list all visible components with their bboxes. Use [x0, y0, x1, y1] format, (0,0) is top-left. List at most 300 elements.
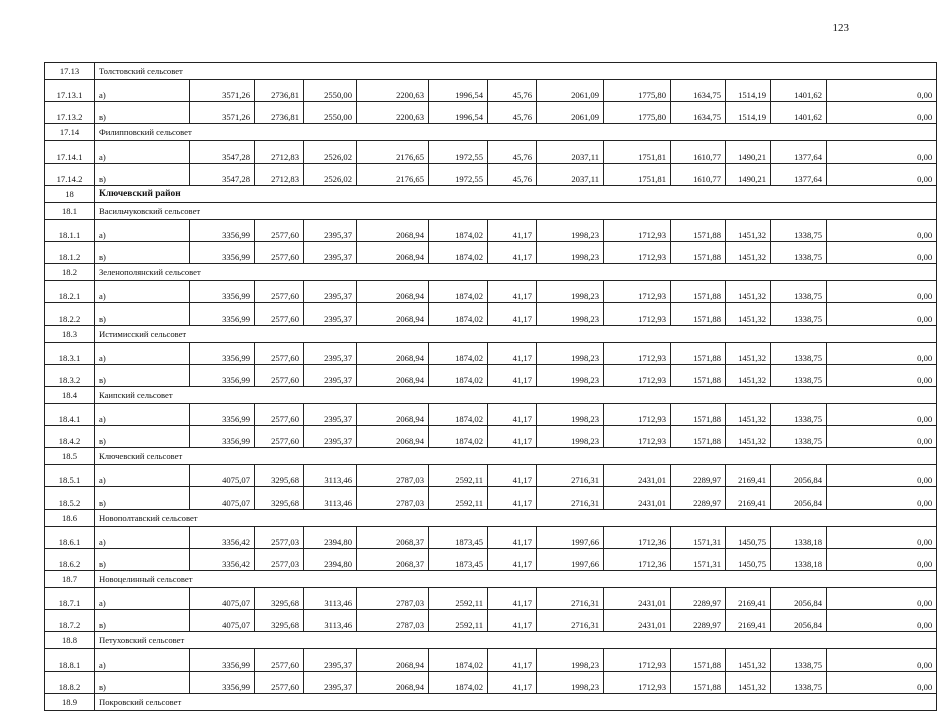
section-row — [45, 448, 937, 465]
value-cell: 4075,07 — [190, 588, 255, 610]
row-label: в) — [95, 163, 190, 185]
value-cell: 0,00 — [827, 526, 937, 548]
value-cell: 1751,81 — [604, 141, 671, 163]
value-cell: 1712,93 — [604, 303, 671, 325]
value-cell: 45,76 — [488, 102, 537, 124]
value-cell: 41,17 — [488, 671, 537, 693]
table-row — [45, 364, 937, 386]
value-cell: 1571,88 — [671, 241, 726, 263]
value-cell: 1571,88 — [671, 649, 726, 671]
value-cell: 2068,94 — [357, 303, 429, 325]
value-cell: 2577,60 — [255, 671, 304, 693]
row-code: 17.13.1 — [45, 80, 95, 102]
value-cell: 1338,75 — [771, 426, 827, 448]
value-cell: 2056,84 — [771, 610, 827, 632]
row-label: в) — [95, 610, 190, 632]
row-label: в) — [95, 671, 190, 693]
table-row — [45, 219, 937, 241]
row-code: 18.8 — [45, 632, 95, 649]
value-cell: 2395,37 — [304, 303, 357, 325]
value-cell: 2289,97 — [671, 487, 726, 509]
value-cell: 41,17 — [488, 487, 537, 509]
value-cell: 1514,19 — [726, 102, 771, 124]
value-cell: 3356,42 — [190, 526, 255, 548]
row-label: а) — [95, 403, 190, 425]
value-cell: 3571,26 — [190, 102, 255, 124]
value-cell: 1338,75 — [771, 241, 827, 263]
value-cell: 2200,63 — [357, 102, 429, 124]
value-cell: 1451,32 — [726, 303, 771, 325]
table-row — [45, 671, 937, 693]
value-cell: 45,76 — [488, 80, 537, 102]
value-cell: 41,17 — [488, 588, 537, 610]
value-cell: 2592,11 — [429, 465, 488, 487]
row-code: 18.6 — [45, 509, 95, 526]
row-label: а) — [95, 465, 190, 487]
value-cell: 2431,01 — [604, 465, 671, 487]
section-name: Ключевский сельсовет — [95, 448, 937, 465]
value-cell: 1998,23 — [537, 426, 604, 448]
table-row — [45, 526, 937, 548]
value-cell: 1610,77 — [671, 141, 726, 163]
value-cell: 41,17 — [488, 526, 537, 548]
section-name: Васильчуковский сельсовет — [95, 202, 937, 219]
value-cell: 1401,62 — [771, 80, 827, 102]
value-cell: 3295,68 — [255, 610, 304, 632]
value-cell: 2056,84 — [771, 487, 827, 509]
value-cell: 1874,02 — [429, 426, 488, 448]
value-cell: 2176,65 — [357, 163, 429, 185]
table-row — [45, 465, 937, 487]
value-cell: 1338,75 — [771, 649, 827, 671]
section-name: Покровский сельсовет — [95, 693, 937, 710]
section-row — [45, 264, 937, 281]
value-cell: 0,00 — [827, 588, 937, 610]
row-label: в) — [95, 241, 190, 263]
row-code: 17.13.2 — [45, 102, 95, 124]
section-row — [45, 632, 937, 649]
row-code: 18.7.2 — [45, 610, 95, 632]
value-cell: 1451,32 — [726, 403, 771, 425]
value-cell: 0,00 — [827, 671, 937, 693]
row-code: 17.13 — [45, 63, 95, 80]
value-cell: 1490,21 — [726, 163, 771, 185]
value-cell: 3113,46 — [304, 610, 357, 632]
value-cell: 41,17 — [488, 342, 537, 364]
value-cell: 1451,32 — [726, 219, 771, 241]
value-cell: 0,00 — [827, 80, 937, 102]
value-cell: 1571,88 — [671, 364, 726, 386]
row-code: 18.9 — [45, 693, 95, 710]
value-cell: 2068,94 — [357, 219, 429, 241]
value-cell: 2394,80 — [304, 548, 357, 570]
value-cell: 2395,37 — [304, 426, 357, 448]
row-code: 18.4 — [45, 386, 95, 403]
value-cell: 0,00 — [827, 303, 937, 325]
value-cell: 2395,37 — [304, 281, 357, 303]
value-cell: 3356,99 — [190, 649, 255, 671]
value-cell: 1873,45 — [429, 526, 488, 548]
value-cell: 2577,60 — [255, 303, 304, 325]
value-cell: 1571,88 — [671, 403, 726, 425]
value-cell: 1996,54 — [429, 80, 488, 102]
value-cell: 1998,23 — [537, 403, 604, 425]
value-cell: 1377,64 — [771, 141, 827, 163]
value-cell: 2289,97 — [671, 588, 726, 610]
value-cell: 2056,84 — [771, 588, 827, 610]
value-cell: 1712,93 — [604, 342, 671, 364]
value-cell: 4075,07 — [190, 465, 255, 487]
value-cell: 2395,37 — [304, 241, 357, 263]
value-cell: 2169,41 — [726, 465, 771, 487]
row-code: 18.7 — [45, 571, 95, 588]
value-cell: 0,00 — [827, 102, 937, 124]
value-cell: 1874,02 — [429, 671, 488, 693]
table-row — [45, 241, 937, 263]
value-cell: 41,17 — [488, 465, 537, 487]
value-cell: 1338,75 — [771, 303, 827, 325]
section-row — [45, 63, 937, 80]
value-cell: 1451,32 — [726, 649, 771, 671]
value-cell: 1377,64 — [771, 163, 827, 185]
value-cell: 2736,81 — [255, 80, 304, 102]
value-cell: 1571,88 — [671, 281, 726, 303]
value-cell: 2577,60 — [255, 364, 304, 386]
section-row — [45, 693, 937, 710]
value-cell: 41,17 — [488, 610, 537, 632]
row-code: 18.5.2 — [45, 487, 95, 509]
row-code: 18.2.2 — [45, 303, 95, 325]
value-cell: 2431,01 — [604, 588, 671, 610]
value-cell: 41,17 — [488, 219, 537, 241]
value-cell: 1997,66 — [537, 526, 604, 548]
value-cell: 1712,93 — [604, 426, 671, 448]
section-name: Толстовский сельсовет — [95, 63, 937, 80]
value-cell: 4075,07 — [190, 487, 255, 509]
value-cell: 2068,94 — [357, 426, 429, 448]
value-cell: 1338,75 — [771, 219, 827, 241]
section-name: Петуховский сельсовет — [95, 632, 937, 649]
value-cell: 1972,55 — [429, 163, 488, 185]
value-cell: 2550,00 — [304, 102, 357, 124]
value-cell: 3295,68 — [255, 588, 304, 610]
row-code: 18.5.1 — [45, 465, 95, 487]
row-label: а) — [95, 342, 190, 364]
value-cell: 2068,94 — [357, 241, 429, 263]
value-cell: 0,00 — [827, 649, 937, 671]
value-cell: 2577,60 — [255, 241, 304, 263]
value-cell: 0,00 — [827, 163, 937, 185]
table-row — [45, 163, 937, 185]
value-cell: 1996,54 — [429, 102, 488, 124]
value-cell: 1712,36 — [604, 526, 671, 548]
row-code: 17.14.2 — [45, 163, 95, 185]
value-cell: 2736,81 — [255, 102, 304, 124]
value-cell: 45,76 — [488, 163, 537, 185]
table-row — [45, 649, 937, 671]
value-cell: 2068,94 — [357, 364, 429, 386]
value-cell: 41,17 — [488, 364, 537, 386]
value-cell: 41,17 — [488, 649, 537, 671]
value-cell: 2577,60 — [255, 342, 304, 364]
value-cell: 1775,80 — [604, 102, 671, 124]
value-cell: 2395,37 — [304, 219, 357, 241]
section-row — [45, 325, 937, 342]
value-cell: 0,00 — [827, 141, 937, 163]
value-cell: 1571,88 — [671, 342, 726, 364]
value-cell: 1571,88 — [671, 426, 726, 448]
value-cell: 2716,31 — [537, 487, 604, 509]
value-cell: 1338,75 — [771, 281, 827, 303]
value-cell: 1338,75 — [771, 671, 827, 693]
value-cell: 2592,11 — [429, 610, 488, 632]
value-cell: 1874,02 — [429, 281, 488, 303]
value-cell: 2200,63 — [357, 80, 429, 102]
row-code: 17.14.1 — [45, 141, 95, 163]
table-body — [45, 63, 937, 711]
table-row — [45, 426, 937, 448]
value-cell: 1712,93 — [604, 281, 671, 303]
row-code: 18.4.2 — [45, 426, 95, 448]
value-cell: 2169,41 — [726, 588, 771, 610]
region-name: Ключевский район — [95, 185, 937, 202]
value-cell: 2068,37 — [357, 548, 429, 570]
value-cell: 2526,02 — [304, 163, 357, 185]
table-row — [45, 102, 937, 124]
value-cell: 1998,23 — [537, 303, 604, 325]
value-cell: 2395,37 — [304, 342, 357, 364]
row-code: 18.4.1 — [45, 403, 95, 425]
row-label: а) — [95, 141, 190, 163]
row-label: а) — [95, 281, 190, 303]
value-cell: 1338,75 — [771, 403, 827, 425]
row-label: а) — [95, 588, 190, 610]
section-name: Каипский сельсовет — [95, 386, 937, 403]
value-cell: 2431,01 — [604, 610, 671, 632]
value-cell: 1338,18 — [771, 548, 827, 570]
value-cell: 3356,99 — [190, 303, 255, 325]
row-label: в) — [95, 548, 190, 570]
value-cell: 2577,03 — [255, 526, 304, 548]
value-cell: 3356,99 — [190, 241, 255, 263]
row-label: в) — [95, 102, 190, 124]
value-cell: 2577,60 — [255, 649, 304, 671]
value-cell: 2068,94 — [357, 403, 429, 425]
value-cell: 2787,03 — [357, 588, 429, 610]
row-label: а) — [95, 219, 190, 241]
value-cell: 0,00 — [827, 364, 937, 386]
value-cell: 1751,81 — [604, 163, 671, 185]
value-cell: 1874,02 — [429, 649, 488, 671]
value-cell: 2716,31 — [537, 465, 604, 487]
value-cell: 1451,32 — [726, 426, 771, 448]
value-cell: 1571,88 — [671, 219, 726, 241]
row-label: в) — [95, 364, 190, 386]
row-code: 18.8.1 — [45, 649, 95, 671]
value-cell: 1634,75 — [671, 102, 726, 124]
table-row — [45, 403, 937, 425]
value-cell: 1874,02 — [429, 241, 488, 263]
value-cell: 1571,31 — [671, 548, 726, 570]
value-cell: 41,17 — [488, 241, 537, 263]
value-cell: 2712,83 — [255, 163, 304, 185]
value-cell: 0,00 — [827, 548, 937, 570]
table-row — [45, 588, 937, 610]
value-cell: 2577,60 — [255, 281, 304, 303]
table-row — [45, 610, 937, 632]
value-cell: 3547,28 — [190, 163, 255, 185]
value-cell: 2787,03 — [357, 610, 429, 632]
row-code: 18.1.2 — [45, 241, 95, 263]
value-cell: 1451,32 — [726, 671, 771, 693]
value-cell: 41,17 — [488, 548, 537, 570]
value-cell: 1874,02 — [429, 403, 488, 425]
row-code: 17.14 — [45, 124, 95, 141]
value-cell: 2592,11 — [429, 487, 488, 509]
value-cell: 1338,75 — [771, 342, 827, 364]
value-cell: 3356,99 — [190, 219, 255, 241]
value-cell: 0,00 — [827, 403, 937, 425]
value-cell: 2577,60 — [255, 403, 304, 425]
value-cell: 0,00 — [827, 219, 937, 241]
section-name: Зеленополянский сельсовет — [95, 264, 937, 281]
value-cell: 1571,88 — [671, 303, 726, 325]
section-row — [45, 386, 937, 403]
section-row — [45, 509, 937, 526]
tariff-table — [44, 62, 937, 711]
row-code: 18.7.1 — [45, 588, 95, 610]
value-cell: 1401,62 — [771, 102, 827, 124]
value-cell: 1451,32 — [726, 342, 771, 364]
value-cell: 2431,01 — [604, 487, 671, 509]
value-cell: 0,00 — [827, 426, 937, 448]
row-label: в) — [95, 303, 190, 325]
value-cell: 41,17 — [488, 281, 537, 303]
value-cell: 1712,93 — [604, 649, 671, 671]
value-cell: 2592,11 — [429, 588, 488, 610]
row-code: 18 — [45, 185, 95, 202]
value-cell: 2068,94 — [357, 649, 429, 671]
value-cell: 2526,02 — [304, 141, 357, 163]
region-row — [45, 185, 937, 202]
value-cell: 3356,99 — [190, 426, 255, 448]
value-cell: 2289,97 — [671, 465, 726, 487]
row-code: 18.8.2 — [45, 671, 95, 693]
value-cell: 3547,28 — [190, 141, 255, 163]
value-cell: 1998,23 — [537, 219, 604, 241]
value-cell: 1712,93 — [604, 364, 671, 386]
section-name: Новоцелинный сельсовет — [95, 571, 937, 588]
value-cell: 1451,32 — [726, 241, 771, 263]
row-code: 18.6.2 — [45, 548, 95, 570]
row-code: 18.5 — [45, 448, 95, 465]
value-cell: 1712,93 — [604, 403, 671, 425]
value-cell: 1634,75 — [671, 80, 726, 102]
value-cell: 1571,31 — [671, 526, 726, 548]
table-row — [45, 281, 937, 303]
row-label: в) — [95, 426, 190, 448]
value-cell: 0,00 — [827, 610, 937, 632]
value-cell: 1998,23 — [537, 241, 604, 263]
value-cell: 1775,80 — [604, 80, 671, 102]
value-cell: 3571,26 — [190, 80, 255, 102]
value-cell: 2716,31 — [537, 588, 604, 610]
value-cell: 2787,03 — [357, 465, 429, 487]
row-label: а) — [95, 526, 190, 548]
value-cell: 0,00 — [827, 241, 937, 263]
value-cell: 0,00 — [827, 465, 937, 487]
value-cell: 2037,11 — [537, 163, 604, 185]
value-cell: 2068,94 — [357, 342, 429, 364]
row-label: а) — [95, 80, 190, 102]
value-cell: 0,00 — [827, 342, 937, 364]
value-cell: 2577,60 — [255, 426, 304, 448]
value-cell: 1998,23 — [537, 671, 604, 693]
value-cell: 1998,23 — [537, 364, 604, 386]
row-code: 18.6.1 — [45, 526, 95, 548]
value-cell: 3113,46 — [304, 465, 357, 487]
value-cell: 2716,31 — [537, 610, 604, 632]
section-row — [45, 202, 937, 219]
table-row — [45, 342, 937, 364]
section-name: Филипповский сельсовет — [95, 124, 937, 141]
value-cell: 1874,02 — [429, 342, 488, 364]
value-cell: 4075,07 — [190, 610, 255, 632]
value-cell: 3356,99 — [190, 342, 255, 364]
value-cell: 2176,65 — [357, 141, 429, 163]
value-cell: 2395,37 — [304, 649, 357, 671]
section-row — [45, 571, 937, 588]
section-name: Истимисский сельсовет — [95, 325, 937, 342]
value-cell: 2577,60 — [255, 219, 304, 241]
value-cell: 2787,03 — [357, 487, 429, 509]
row-code: 18.3.2 — [45, 364, 95, 386]
value-cell: 3356,42 — [190, 548, 255, 570]
value-cell: 3356,99 — [190, 281, 255, 303]
value-cell: 1571,88 — [671, 671, 726, 693]
row-code: 18.3 — [45, 325, 95, 342]
table-row — [45, 141, 937, 163]
value-cell: 2068,94 — [357, 671, 429, 693]
row-label: в) — [95, 487, 190, 509]
value-cell: 3113,46 — [304, 588, 357, 610]
row-label: а) — [95, 649, 190, 671]
value-cell: 3295,68 — [255, 465, 304, 487]
value-cell: 1874,02 — [429, 303, 488, 325]
value-cell: 2056,84 — [771, 465, 827, 487]
value-cell: 2395,37 — [304, 671, 357, 693]
value-cell: 2550,00 — [304, 80, 357, 102]
table-row — [45, 80, 937, 102]
value-cell: 1712,93 — [604, 671, 671, 693]
value-cell: 1490,21 — [726, 141, 771, 163]
value-cell: 41,17 — [488, 303, 537, 325]
value-cell: 1998,23 — [537, 281, 604, 303]
value-cell: 3113,46 — [304, 487, 357, 509]
value-cell: 1998,23 — [537, 649, 604, 671]
value-cell: 1874,02 — [429, 364, 488, 386]
value-cell: 1610,77 — [671, 163, 726, 185]
value-cell: 2169,41 — [726, 487, 771, 509]
table-row — [45, 487, 937, 509]
value-cell: 0,00 — [827, 487, 937, 509]
value-cell: 2712,83 — [255, 141, 304, 163]
value-cell: 2061,09 — [537, 80, 604, 102]
value-cell: 1873,45 — [429, 548, 488, 570]
row-code: 18.1 — [45, 202, 95, 219]
value-cell: 1874,02 — [429, 219, 488, 241]
value-cell: 1451,32 — [726, 364, 771, 386]
